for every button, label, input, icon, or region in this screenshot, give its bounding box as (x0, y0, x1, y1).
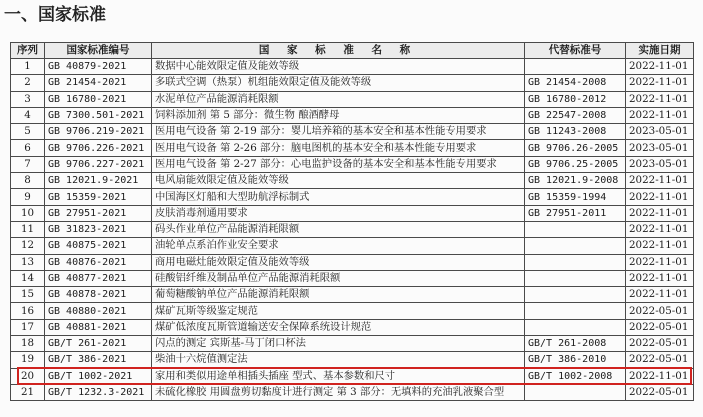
table-row (11, 91, 694, 107)
cell-date: 2022-11-01 (626, 287, 694, 303)
cell-seq: 21 (11, 384, 45, 400)
cell-date: 2022-11-01 (626, 107, 694, 123)
cell-seq: 15 (11, 287, 45, 303)
cell-replaced: GB 11243-2008 (525, 124, 626, 140)
table-row (11, 140, 694, 156)
cell-seq: 8 (11, 173, 45, 189)
cell-replaced (525, 270, 626, 286)
table-row (11, 173, 694, 189)
cell-name: 医用电气设备 第 2-19 部分：婴儿培养箱的基本安全和基本性能专用要求 (152, 124, 525, 140)
cell-name: 医用电气设备 第 2-26 部分：脑电图机的基本安全和基本性能专用要求 (152, 140, 525, 156)
table-row (11, 287, 694, 303)
cell-name: 电风扇能效限定值及能效等级 (152, 173, 525, 189)
table-row (11, 75, 694, 91)
cell-name: 油轮单点系泊作业安全要求 (152, 238, 525, 254)
table-row (11, 336, 694, 352)
cell-code: GB/T 261-2021 (45, 336, 152, 352)
cell-code: GB 16780-2021 (45, 91, 152, 107)
cell-name: 饲料添加剂 第 5 部分：微生物 酿酒酵母 (152, 107, 525, 123)
table-row (11, 205, 694, 221)
cell-seq: 13 (11, 254, 45, 270)
cell-code: GB 9706.227-2021 (45, 156, 152, 172)
cell-seq: 1 (11, 59, 45, 75)
cell-date: 2023-05-01 (626, 156, 694, 172)
cell-replaced (525, 59, 626, 75)
cell-code: GB 27951-2021 (45, 205, 152, 221)
cell-date: 2022-11-01 (626, 75, 694, 91)
cell-date: 2022-05-01 (626, 336, 694, 352)
cell-seq: 4 (11, 107, 45, 123)
cell-code: GB/T 1002-2021 (45, 368, 152, 384)
cell-seq: 19 (11, 352, 45, 368)
cell-name: 水泥单位产品能源消耗限额 (152, 91, 525, 107)
cell-date: 2022-11-01 (626, 254, 694, 270)
cell-code: GB 15359-2021 (45, 189, 152, 205)
cell-code: GB/T 386-2021 (45, 352, 152, 368)
cell-name: 商用电磁灶能效限定值及能效等级 (152, 254, 525, 270)
cell-date: 2022-11-01 (626, 205, 694, 221)
table-body (11, 59, 694, 401)
cell-code: GB 9706.219-2021 (45, 124, 152, 140)
cell-replaced: GB/T 1002-2008 (525, 368, 626, 384)
cell-date: 2022-11-01 (626, 173, 694, 189)
cell-seq: 16 (11, 303, 45, 319)
column-header-replaced: 代替标准号 (525, 43, 626, 59)
cell-date: 2022-11-01 (626, 59, 694, 75)
cell-date: 2022-05-01 (626, 384, 694, 400)
cell-name: 家用和类似用途单相插头插座 型式、基本参数和尺寸 (152, 368, 525, 384)
cell-name: 未硫化橡胶 用圆盘剪切黏度计进行测定 第 3 部分：无填料的充油乳液聚合型 (152, 384, 525, 400)
cell-seq: 5 (11, 124, 45, 140)
cell-replaced: GB 22547-2008 (525, 107, 626, 123)
cell-name: 闪点的测定 宾斯基-马丁闭口杯法 (152, 336, 525, 352)
cell-replaced: GB 9706.26-2005 (525, 140, 626, 156)
cell-name: 医用电气设备 第 2-27 部分：心电监护设备的基本安全和基本性能专用要求 (152, 156, 525, 172)
cell-name: 数据中心能效限定值及能效等级 (152, 59, 525, 75)
table-row (11, 59, 694, 75)
column-header-code: 国家标准编号 (45, 43, 152, 59)
cell-date: 2023-05-01 (626, 124, 694, 140)
cell-code: GB 40876-2021 (45, 254, 152, 270)
cell-code: GB 40879-2021 (45, 59, 152, 75)
cell-name: 硅酸铝纤维及制品单位产品能源消耗限额 (152, 270, 525, 286)
cell-replaced: GB 16780-2012 (525, 91, 626, 107)
cell-seq: 10 (11, 205, 45, 221)
cell-seq: 6 (11, 140, 45, 156)
table-row (11, 270, 694, 286)
cell-code: GB 31823-2021 (45, 221, 152, 237)
cell-seq: 7 (11, 156, 45, 172)
cell-code: GB 40878-2021 (45, 287, 152, 303)
cell-seq: 11 (11, 221, 45, 237)
table-row (11, 303, 694, 319)
cell-seq: 9 (11, 189, 45, 205)
cell-replaced: GB/T 386-2010 (525, 352, 626, 368)
cell-code: GB 12021.9-2021 (45, 173, 152, 189)
cell-name: 码头作业单位产品能源消耗限额 (152, 221, 525, 237)
national-standards-table (10, 42, 694, 401)
cell-seq: 18 (11, 336, 45, 352)
cell-name: 煤矿低浓度瓦斯管道输送安全保障系统设计规范 (152, 319, 525, 335)
cell-replaced: GB 27951-2011 (525, 205, 626, 221)
column-header-seq: 序列 (11, 43, 45, 59)
cell-replaced (525, 238, 626, 254)
cell-date: 2022-11-01 (626, 221, 694, 237)
cell-replaced (525, 384, 626, 400)
cell-code: GB 40877-2021 (45, 270, 152, 286)
cell-code: GB 9706.226-2021 (45, 140, 152, 156)
cell-code: GB/T 1232.3-2021 (45, 384, 152, 400)
cell-date: 2022-05-01 (626, 352, 694, 368)
cell-date: 2022-05-01 (626, 303, 694, 319)
cell-date: 2022-11-01 (626, 368, 694, 384)
cell-code: GB 40875-2021 (45, 238, 152, 254)
cell-name: 煤矿瓦斯等级鉴定规范 (152, 303, 525, 319)
cell-code: GB 40881-2021 (45, 319, 152, 335)
cell-name: 中国海区灯船和大型助航浮标制式 (152, 189, 525, 205)
cell-date: 2022-11-01 (626, 91, 694, 107)
cell-name: 多联式空调（热泵）机组能效限定值及能效等级 (152, 75, 525, 91)
cell-date: 2022-05-01 (626, 319, 694, 335)
cell-name: 葡萄糖酸钠单位产品能源消耗限额 (152, 287, 525, 303)
column-header-name: 国 家 标 准 名 称 (152, 43, 525, 59)
cell-seq: 17 (11, 319, 45, 335)
cell-code: GB 40880-2021 (45, 303, 152, 319)
cell-replaced: GB 21454-2008 (525, 75, 626, 91)
cell-date: 2022-11-01 (626, 270, 694, 286)
table-row (11, 221, 694, 237)
cell-date: 2022-11-01 (626, 238, 694, 254)
column-header-date: 实施日期 (626, 43, 694, 59)
table-header-row (11, 43, 694, 59)
cell-seq: 3 (11, 91, 45, 107)
table-row (11, 107, 694, 123)
cell-replaced: GB 12021.9-2008 (525, 173, 626, 189)
table-row (11, 156, 694, 172)
table-row (11, 189, 694, 205)
table-row (11, 384, 694, 400)
cell-replaced (525, 319, 626, 335)
cell-replaced (525, 287, 626, 303)
cell-replaced: GB 9706.25-2005 (525, 156, 626, 172)
table-row (11, 238, 694, 254)
table-row (11, 319, 694, 335)
cell-replaced (525, 303, 626, 319)
cell-seq: 14 (11, 270, 45, 286)
section-heading: 一、国家标准 (4, 5, 106, 25)
table-row (11, 352, 694, 368)
table-row (11, 254, 694, 270)
cell-code: GB 21454-2021 (45, 75, 152, 91)
cell-replaced (525, 221, 626, 237)
cell-seq: 12 (11, 238, 45, 254)
cell-name: 柴油十六烷值测定法 (152, 352, 525, 368)
table-row (11, 368, 694, 384)
cell-date: 2023-05-01 (626, 140, 694, 156)
cell-code: GB 7300.501-2021 (45, 107, 152, 123)
cell-replaced (525, 254, 626, 270)
table-row (11, 124, 694, 140)
cell-name: 皮肤消毒剂通用要求 (152, 205, 525, 221)
cell-replaced: GB 15359-1994 (525, 189, 626, 205)
cell-seq: 2 (11, 75, 45, 91)
cell-date: 2022-11-01 (626, 189, 694, 205)
cell-seq: 20 (11, 368, 45, 384)
cell-replaced: GB/T 261-2008 (525, 336, 626, 352)
